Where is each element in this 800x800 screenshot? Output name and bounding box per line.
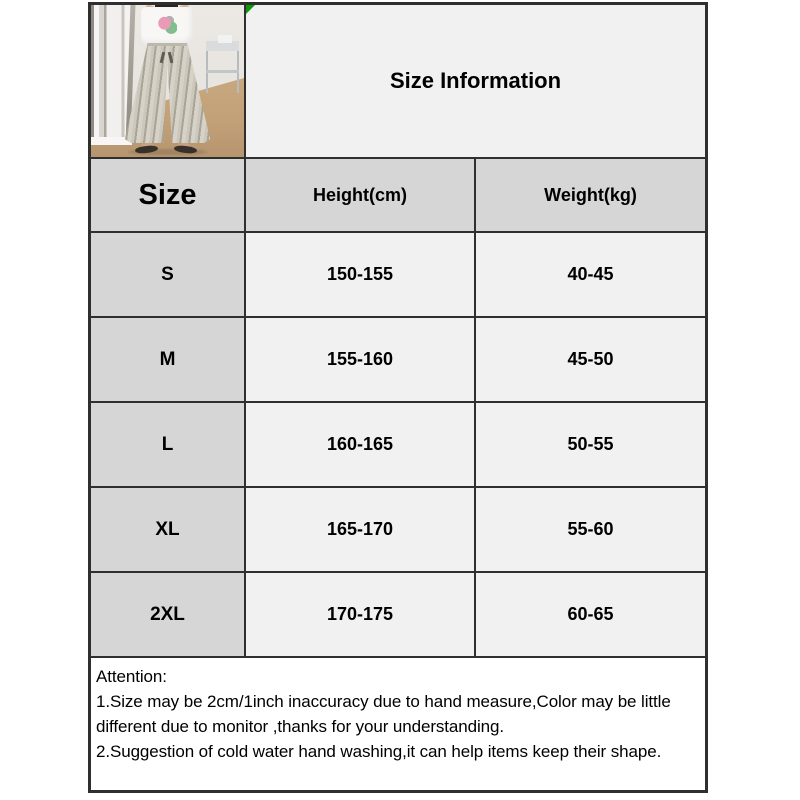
weight-value-xl: 55-60 — [476, 488, 705, 571]
column-header-height: Height(cm) — [246, 159, 474, 231]
column-header-size: Size — [91, 159, 244, 231]
size-label-m: M — [91, 318, 244, 401]
attention-title: Attention: — [96, 667, 167, 686]
weight-value-m: 45-50 — [476, 318, 705, 401]
product-photo — [91, 5, 244, 157]
column-header-weight: Weight(kg) — [476, 159, 705, 231]
attention-note — [91, 658, 705, 790]
size-label-s: S — [91, 233, 244, 316]
cell-flag-icon — [246, 5, 255, 14]
height-value-l: 160-165 — [246, 403, 474, 486]
size-information-header — [246, 5, 705, 157]
size-chart-table — [88, 2, 708, 793]
height-value-xl: 165-170 — [246, 488, 474, 571]
model-tshirt-graphic — [158, 16, 176, 34]
size-label-xl: XL — [91, 488, 244, 571]
height-value-m: 155-160 — [246, 318, 474, 401]
size-label-2xl: 2XL — [91, 573, 244, 656]
photo-desk-object — [218, 35, 232, 43]
height-value-s: 150-155 — [246, 233, 474, 316]
photo-desk-shelf — [206, 70, 240, 73]
weight-value-l: 50-55 — [476, 403, 705, 486]
weight-value-s: 40-45 — [476, 233, 705, 316]
attention-line-3: 2.Suggestion of cold water hand washing,it can help items keep their shape. — [96, 742, 662, 761]
height-value-2xl: 170-175 — [246, 573, 474, 656]
size-label-l: L — [91, 403, 244, 486]
attention-line-2: different due to monitor ,thanks for your understanding. — [96, 717, 505, 736]
model-waistband — [148, 43, 188, 46]
weight-value-2xl: 60-65 — [476, 573, 705, 656]
size-information-title: Size Information — [389, 68, 562, 93]
attention-line-1: 1.Size may be 2cm/1inch inaccuracy due to hand measure,Color may be little — [96, 692, 671, 711]
